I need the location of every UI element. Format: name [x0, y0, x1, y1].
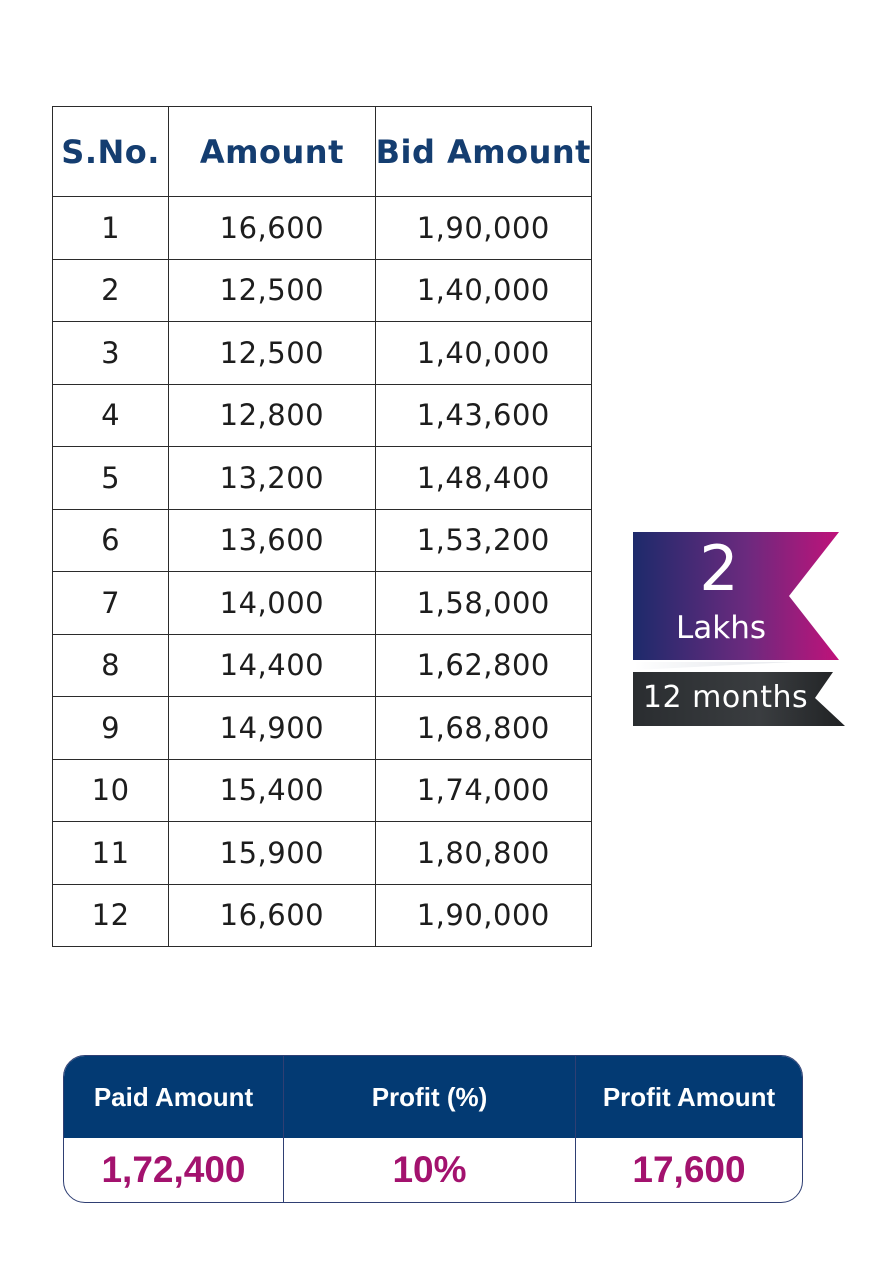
profit-percent-label: Profit (%) — [284, 1056, 575, 1138]
table-row — [53, 759, 592, 822]
table-row — [53, 384, 592, 447]
cell-sno: 9 — [53, 697, 169, 760]
cell-bid-amount: 1,53,200 — [375, 509, 591, 572]
cell-bid-amount: 1,90,000 — [375, 197, 591, 260]
cell-bid-amount: 1,43,600 — [375, 384, 591, 447]
table-row — [53, 822, 592, 885]
cell-sno: 7 — [53, 572, 169, 635]
paid-amount-label: Paid Amount — [64, 1056, 283, 1138]
summary-col-profit-amount — [576, 1056, 802, 1202]
summary-table — [63, 1055, 803, 1203]
cell-amount: 14,900 — [169, 697, 375, 760]
cell-sno: 4 — [53, 384, 169, 447]
badge-duration: 12 months — [642, 680, 809, 715]
cell-bid-amount: 1,62,800 — [375, 634, 591, 697]
table-row — [53, 322, 592, 385]
table-row — [53, 572, 592, 635]
cell-bid-amount: 1,58,000 — [375, 572, 591, 635]
cell-bid-amount: 1,40,000 — [375, 322, 591, 385]
badge-unit: Lakhs — [675, 610, 767, 646]
cell-sno: 8 — [53, 634, 169, 697]
table-row — [53, 634, 592, 697]
cell-bid-amount: 1,48,400 — [375, 447, 591, 510]
cell-bid-amount: 1,40,000 — [375, 259, 591, 322]
summary-col-paid-amount — [64, 1056, 284, 1202]
cell-amount: 13,600 — [169, 509, 375, 572]
bid-schedule-table — [52, 106, 592, 947]
plan-badge — [633, 532, 845, 728]
cell-sno: 10 — [53, 759, 169, 822]
profit-amount-value: 17,600 — [632, 1149, 746, 1190]
profit-percent-value: 10% — [392, 1149, 467, 1190]
cell-sno: 1 — [53, 197, 169, 260]
table-row — [53, 447, 592, 510]
cell-amount: 14,400 — [169, 634, 375, 697]
profit-amount-label: Profit Amount — [576, 1056, 802, 1138]
cell-amount: 16,600 — [169, 197, 375, 260]
table-row — [53, 509, 592, 572]
cell-bid-amount: 1,68,800 — [375, 697, 591, 760]
cell-amount: 15,900 — [169, 822, 375, 885]
cell-sno: 12 — [53, 884, 169, 947]
cell-amount: 12,500 — [169, 259, 375, 322]
cell-amount: 12,500 — [169, 322, 375, 385]
cell-bid-amount: 1,80,800 — [375, 822, 591, 885]
cell-amount: 16,600 — [169, 884, 375, 947]
cell-sno: 11 — [53, 822, 169, 885]
cell-bid-amount: 1,90,000 — [375, 884, 591, 947]
table-row — [53, 697, 592, 760]
cell-bid-amount: 1,74,000 — [375, 759, 591, 822]
cell-amount: 15,400 — [169, 759, 375, 822]
cell-sno: 3 — [53, 322, 169, 385]
cell-amount: 13,200 — [169, 447, 375, 510]
header-amount: Amount — [169, 107, 375, 197]
cell-sno: 6 — [53, 509, 169, 572]
summary-col-profit-percent — [284, 1056, 576, 1202]
cell-sno: 5 — [53, 447, 169, 510]
cell-amount: 14,000 — [169, 572, 375, 635]
header-bid-amount: Bid Amount — [375, 107, 591, 197]
table-row — [53, 884, 592, 947]
paid-amount-value: 1,72,400 — [101, 1149, 246, 1190]
cell-amount: 12,800 — [169, 384, 375, 447]
cell-sno: 2 — [53, 259, 169, 322]
header-sno: S.No. — [53, 107, 169, 197]
table-header-row — [53, 107, 592, 197]
badge-value: 2 — [699, 532, 739, 605]
table-row — [53, 259, 592, 322]
table-row — [53, 197, 592, 260]
